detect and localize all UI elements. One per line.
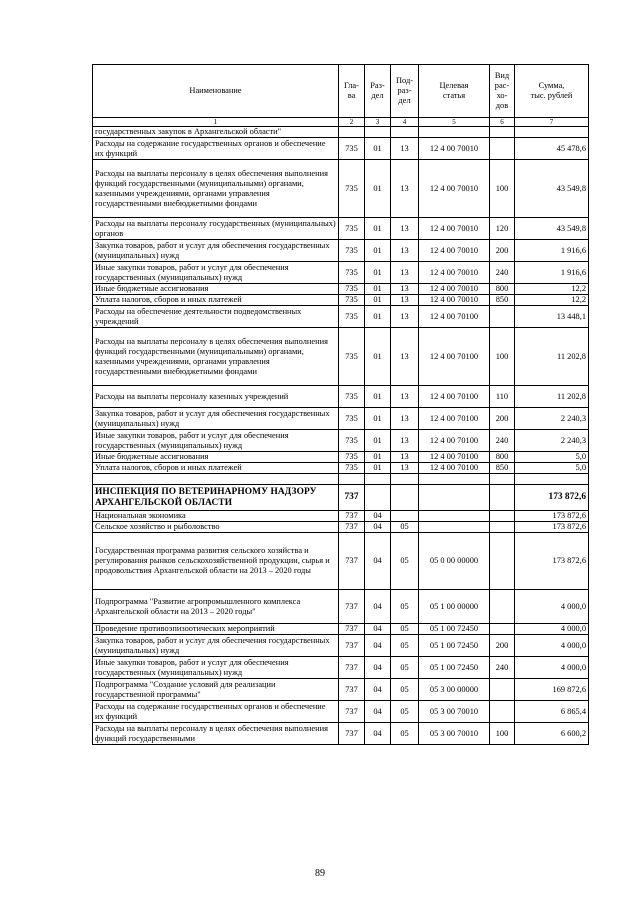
row-glava-cell: 737 bbox=[339, 723, 365, 745]
column-number: 7 bbox=[515, 118, 589, 127]
row-razdel-cell: 01 bbox=[365, 328, 391, 386]
header-vid: Вид рас- хо- дов bbox=[490, 65, 515, 118]
row-vid-cell: 850 bbox=[490, 463, 515, 474]
column-number: 2 bbox=[339, 118, 365, 127]
row-sum-cell: 4 000,0 bbox=[515, 624, 589, 635]
row-name-cell: Государственная программа развития сельского хозяйства и регулирования рынков сельскохозяйственной продукции, сырья и продовольствия Архангельской области на 2013 – 2020 годы bbox=[93, 533, 339, 590]
table-body bbox=[93, 127, 589, 745]
row-razdel-cell: 01 bbox=[365, 240, 391, 262]
row-sum-cell: 5,0 bbox=[515, 463, 589, 474]
row-podrazdel-cell: 05 bbox=[391, 701, 419, 723]
row-name-cell: Уплата налогов, сборов и иных платежей bbox=[93, 295, 339, 306]
row-target-cell: 12 4 00 70010 bbox=[419, 295, 490, 306]
row-vid-cell bbox=[490, 138, 515, 160]
budget-table bbox=[92, 64, 589, 745]
row-vid-cell: 800 bbox=[490, 284, 515, 295]
row-name-cell bbox=[93, 474, 339, 485]
row-glava-cell: 737 bbox=[339, 701, 365, 723]
row-glava-cell: 737 bbox=[339, 511, 365, 522]
row-name-cell: Закупка товаров, работ и услуг для обеспечения государственных (муниципальных) нужд bbox=[93, 635, 339, 657]
row-name-cell: Расходы на содержание государственных органов и обеспечение их функций bbox=[93, 701, 339, 723]
row-target-cell: 05 3 00 00000 bbox=[419, 679, 490, 701]
row-glava-cell: 735 bbox=[339, 408, 365, 430]
header-target: Целевая статья bbox=[419, 65, 490, 118]
row-podrazdel-cell: 13 bbox=[391, 138, 419, 160]
row-vid-cell: 200 bbox=[490, 408, 515, 430]
row-razdel-cell: 04 bbox=[365, 723, 391, 745]
row-name-cell: Уплата налогов, сборов и иных платежей bbox=[93, 463, 339, 474]
row-name-cell: Закупка товаров, работ и услуг для обеспечения государственных (муниципальных) нужд bbox=[93, 408, 339, 430]
row-podrazdel-cell: 13 bbox=[391, 408, 419, 430]
row-target-cell: 12 4 00 70010 bbox=[419, 160, 490, 218]
table-row bbox=[93, 511, 589, 522]
row-glava-cell: 735 bbox=[339, 240, 365, 262]
row-podrazdel-cell: 13 bbox=[391, 262, 419, 284]
row-glava-cell: 735 bbox=[339, 430, 365, 452]
table-row bbox=[93, 590, 589, 624]
row-glava-cell: 735 bbox=[339, 295, 365, 306]
row-glava-cell: 737 bbox=[339, 657, 365, 679]
table-row bbox=[93, 723, 589, 745]
table-row bbox=[93, 386, 589, 408]
row-razdel-cell bbox=[365, 127, 391, 138]
row-sum-cell: 12,2 bbox=[515, 295, 589, 306]
row-vid-cell: 240 bbox=[490, 262, 515, 284]
row-glava-cell: 737 bbox=[339, 590, 365, 624]
row-target-cell: 12 4 00 70100 bbox=[419, 306, 490, 328]
table-row bbox=[93, 218, 589, 240]
table-row bbox=[93, 522, 589, 533]
row-sum-cell: 173 872,6 bbox=[515, 522, 589, 533]
row-sum-cell: 173 872,6 bbox=[515, 485, 589, 511]
row-sum-cell: 2 240,3 bbox=[515, 408, 589, 430]
row-podrazdel-cell bbox=[391, 127, 419, 138]
row-podrazdel-cell: 13 bbox=[391, 328, 419, 386]
row-podrazdel-cell bbox=[391, 511, 419, 522]
row-vid-cell: 200 bbox=[490, 635, 515, 657]
row-sum-cell: 6 600,2 bbox=[515, 723, 589, 745]
row-razdel-cell: 01 bbox=[365, 262, 391, 284]
row-target-cell: 12 4 00 70010 bbox=[419, 138, 490, 160]
row-podrazdel-cell: 13 bbox=[391, 386, 419, 408]
budget-table-page bbox=[92, 64, 588, 745]
row-name-cell: Национальная экономика bbox=[93, 511, 339, 522]
row-vid-cell bbox=[490, 590, 515, 624]
header-glava: Гла- ва bbox=[339, 65, 365, 118]
header-sum: Сумма, тыс. рублей bbox=[515, 65, 589, 118]
row-target-cell bbox=[419, 474, 490, 485]
row-vid-cell bbox=[490, 306, 515, 328]
column-number: 5 bbox=[419, 118, 490, 127]
table-header-row bbox=[93, 65, 589, 118]
table-row bbox=[93, 474, 589, 485]
row-glava-cell: 737 bbox=[339, 533, 365, 590]
row-podrazdel-cell: 13 bbox=[391, 452, 419, 463]
row-glava-cell: 735 bbox=[339, 386, 365, 408]
row-vid-cell bbox=[490, 485, 515, 511]
row-name-cell: Расходы на выплаты персоналу в целях обеспечения выполнения функций государственными bbox=[93, 723, 339, 745]
header-name: Наименование bbox=[93, 65, 339, 118]
row-razdel-cell: 04 bbox=[365, 657, 391, 679]
header-razdel: Раз- дел bbox=[365, 65, 391, 118]
row-podrazdel-cell: 05 bbox=[391, 522, 419, 533]
row-name-cell: Расходы на выплаты персоналу государственных (муниципальных) органов bbox=[93, 218, 339, 240]
row-glava-cell: 735 bbox=[339, 306, 365, 328]
row-glava-cell: 737 bbox=[339, 522, 365, 533]
table-row bbox=[93, 284, 589, 295]
row-target-cell: 12 4 00 70010 bbox=[419, 240, 490, 262]
row-target-cell: 12 4 00 70100 bbox=[419, 452, 490, 463]
table-row bbox=[93, 262, 589, 284]
row-sum-cell: 13 448,1 bbox=[515, 306, 589, 328]
row-vid-cell: 100 bbox=[490, 723, 515, 745]
row-glava-cell: 735 bbox=[339, 463, 365, 474]
row-razdel-cell: 01 bbox=[365, 452, 391, 463]
row-sum-cell: 173 872,6 bbox=[515, 533, 589, 590]
row-target-cell bbox=[419, 127, 490, 138]
row-sum-cell: 4 000,0 bbox=[515, 635, 589, 657]
row-glava-cell: 735 bbox=[339, 262, 365, 284]
row-podrazdel-cell: 13 bbox=[391, 240, 419, 262]
table-row bbox=[93, 452, 589, 463]
row-vid-cell bbox=[490, 474, 515, 485]
row-podrazdel-cell bbox=[391, 485, 419, 511]
row-target-cell: 05 3 00 70010 bbox=[419, 701, 490, 723]
table-row bbox=[93, 635, 589, 657]
row-target-cell: 12 4 00 70100 bbox=[419, 463, 490, 474]
column-number-row bbox=[93, 118, 589, 127]
row-target-cell bbox=[419, 522, 490, 533]
row-target-cell: 05 3 00 70010 bbox=[419, 723, 490, 745]
row-razdel-cell: 04 bbox=[365, 701, 391, 723]
row-target-cell: 12 4 00 70100 bbox=[419, 408, 490, 430]
table-row bbox=[93, 624, 589, 635]
row-razdel-cell: 01 bbox=[365, 160, 391, 218]
row-razdel-cell: 01 bbox=[365, 463, 391, 474]
table-row bbox=[93, 430, 589, 452]
row-glava-cell: 735 bbox=[339, 328, 365, 386]
row-vid-cell bbox=[490, 533, 515, 590]
row-podrazdel-cell: 05 bbox=[391, 624, 419, 635]
row-razdel-cell: 01 bbox=[365, 430, 391, 452]
row-podrazdel-cell: 05 bbox=[391, 657, 419, 679]
row-sum-cell: 6 865,4 bbox=[515, 701, 589, 723]
row-target-cell: 12 4 00 70100 bbox=[419, 328, 490, 386]
row-razdel-cell bbox=[365, 485, 391, 511]
row-razdel-cell: 01 bbox=[365, 408, 391, 430]
row-razdel-cell: 04 bbox=[365, 679, 391, 701]
row-podrazdel-cell: 05 bbox=[391, 679, 419, 701]
row-name-cell: Иные бюджетные ассигнования bbox=[93, 284, 339, 295]
row-vid-cell: 120 bbox=[490, 218, 515, 240]
row-target-cell: 12 4 00 70010 bbox=[419, 284, 490, 295]
row-vid-cell: 240 bbox=[490, 657, 515, 679]
row-name-cell: Иные закупки товаров, работ и услуг для обеспечения государственных (муниципальных) нужд bbox=[93, 657, 339, 679]
row-vid-cell: 110 bbox=[490, 386, 515, 408]
row-razdel-cell: 01 bbox=[365, 306, 391, 328]
row-razdel-cell: 01 bbox=[365, 386, 391, 408]
row-name-cell: Расходы на выплаты персоналу казенных учреждений bbox=[93, 386, 339, 408]
row-name-cell: Иные бюджетные ассигнования bbox=[93, 452, 339, 463]
row-sum-cell: 1 916,6 bbox=[515, 240, 589, 262]
row-podrazdel-cell: 13 bbox=[391, 284, 419, 295]
table-row bbox=[93, 657, 589, 679]
row-podrazdel-cell: 13 bbox=[391, 306, 419, 328]
table-row bbox=[93, 328, 589, 386]
row-sum-cell: 43 549,8 bbox=[515, 218, 589, 240]
table-row bbox=[93, 306, 589, 328]
row-podrazdel-cell: 05 bbox=[391, 590, 419, 624]
table-row bbox=[93, 295, 589, 306]
row-razdel-cell bbox=[365, 474, 391, 485]
row-vid-cell bbox=[490, 624, 515, 635]
row-vid-cell: 200 bbox=[490, 240, 515, 262]
header-podrazdel: Под- раз- дел bbox=[391, 65, 419, 118]
row-sum-cell: 5,0 bbox=[515, 452, 589, 463]
row-razdel-cell: 01 bbox=[365, 284, 391, 295]
row-vid-cell: 800 bbox=[490, 452, 515, 463]
row-glava-cell: 737 bbox=[339, 485, 365, 511]
row-podrazdel-cell: 13 bbox=[391, 218, 419, 240]
row-razdel-cell: 04 bbox=[365, 511, 391, 522]
row-target-cell bbox=[419, 511, 490, 522]
row-vid-cell bbox=[490, 511, 515, 522]
column-number: 6 bbox=[490, 118, 515, 127]
row-sum-cell: 4 000,0 bbox=[515, 657, 589, 679]
table-row bbox=[93, 463, 589, 474]
table-row bbox=[93, 408, 589, 430]
column-number: 1 bbox=[93, 118, 339, 127]
row-target-cell: 12 4 00 70100 bbox=[419, 386, 490, 408]
row-sum-cell bbox=[515, 474, 589, 485]
row-vid-cell: 850 bbox=[490, 295, 515, 306]
row-vid-cell: 100 bbox=[490, 160, 515, 218]
row-name-cell: Подпрограмма "Создание условий для реализации государственной программы" bbox=[93, 679, 339, 701]
row-vid-cell bbox=[490, 679, 515, 701]
row-glava-cell bbox=[339, 474, 365, 485]
row-target-cell: 05 1 00 72450 bbox=[419, 657, 490, 679]
row-podrazdel-cell: 13 bbox=[391, 463, 419, 474]
row-glava-cell: 737 bbox=[339, 635, 365, 657]
row-name-cell: Проведение противоэпизоотических мероприятий bbox=[93, 624, 339, 635]
row-glava-cell: 735 bbox=[339, 284, 365, 295]
row-vid-cell: 100 bbox=[490, 328, 515, 386]
row-podrazdel-cell: 13 bbox=[391, 160, 419, 218]
row-sum-cell: 2 240,3 bbox=[515, 430, 589, 452]
row-name-cell: Расходы на выплаты персоналу в целях обеспечения выполнения функций государственными (муниципальными) органами, казенными учреждениями, органами управления государственными внебюджетными фондами bbox=[93, 328, 339, 386]
column-number: 3 bbox=[365, 118, 391, 127]
table-row bbox=[93, 127, 589, 138]
row-name-cell: Сельское хозяйство и рыболовство bbox=[93, 522, 339, 533]
row-razdel-cell: 01 bbox=[365, 295, 391, 306]
row-glava-cell: 735 bbox=[339, 218, 365, 240]
row-razdel-cell: 01 bbox=[365, 218, 391, 240]
row-name-cell: Подпрограмма "Развитие агропромышленного комплекса Архангельской области на 2013 – 2020 годы" bbox=[93, 590, 339, 624]
row-vid-cell bbox=[490, 127, 515, 138]
row-vid-cell: 240 bbox=[490, 430, 515, 452]
row-sum-cell: 11 202,8 bbox=[515, 386, 589, 408]
row-podrazdel-cell: 05 bbox=[391, 723, 419, 745]
row-razdel-cell: 04 bbox=[365, 624, 391, 635]
row-name-cell: Расходы на содержание государственных органов и обеспечение их функций bbox=[93, 138, 339, 160]
page-number: 89 bbox=[315, 868, 325, 879]
row-target-cell: 12 4 00 70100 bbox=[419, 430, 490, 452]
table-row bbox=[93, 701, 589, 723]
row-glava-cell: 737 bbox=[339, 624, 365, 635]
row-vid-cell bbox=[490, 522, 515, 533]
row-name-cell: Расходы на обеспечение деятельности подведомственных учреждений bbox=[93, 306, 339, 328]
row-razdel-cell: 04 bbox=[365, 533, 391, 590]
row-target-cell: 05 1 00 72450 bbox=[419, 635, 490, 657]
row-sum-cell: 173 872,6 bbox=[515, 511, 589, 522]
row-glava-cell: 735 bbox=[339, 452, 365, 463]
table-row bbox=[93, 679, 589, 701]
row-sum-cell: 4 000,0 bbox=[515, 590, 589, 624]
table-row bbox=[93, 160, 589, 218]
row-name-cell: ИНСПЕКЦИЯ ПО ВЕТЕРИНАРНОМУ НАДЗОРУ АРХАНГЕЛЬСКОЙ ОБЛАСТИ bbox=[93, 485, 339, 511]
row-podrazdel-cell: 05 bbox=[391, 635, 419, 657]
row-target-cell: 05 1 00 00000 bbox=[419, 590, 490, 624]
row-glava-cell: 735 bbox=[339, 160, 365, 218]
row-sum-cell: 1 916,6 bbox=[515, 262, 589, 284]
table-row bbox=[93, 533, 589, 590]
table-row bbox=[93, 240, 589, 262]
row-name-cell: Иные закупки товаров, работ и услуг для обеспечения государственных (муниципальных) нужд bbox=[93, 430, 339, 452]
row-vid-cell bbox=[490, 701, 515, 723]
row-target-cell: 12 4 00 70010 bbox=[419, 262, 490, 284]
table-row bbox=[93, 485, 589, 511]
row-sum-cell: 43 549,8 bbox=[515, 160, 589, 218]
row-razdel-cell: 04 bbox=[365, 635, 391, 657]
row-razdel-cell: 01 bbox=[365, 138, 391, 160]
row-razdel-cell: 04 bbox=[365, 590, 391, 624]
row-target-cell: 05 0 00 00000 bbox=[419, 533, 490, 590]
row-target-cell bbox=[419, 485, 490, 511]
row-glava-cell: 737 bbox=[339, 679, 365, 701]
row-podrazdel-cell: 13 bbox=[391, 430, 419, 452]
row-sum-cell: 169 872,6 bbox=[515, 679, 589, 701]
row-target-cell: 05 1 00 72450 bbox=[419, 624, 490, 635]
row-razdel-cell: 04 bbox=[365, 522, 391, 533]
row-name-cell: Расходы на выплаты персоналу в целях обеспечения выполнения функций государственными (муниципальными) органами, казенными учреждениями, органами управления государственными внебюджетными фондами bbox=[93, 160, 339, 218]
row-podrazdel-cell bbox=[391, 474, 419, 485]
row-glava-cell bbox=[339, 127, 365, 138]
row-sum-cell: 12,2 bbox=[515, 284, 589, 295]
row-name-cell: государственных закупок в Архангельской области" bbox=[93, 127, 339, 138]
row-podrazdel-cell: 05 bbox=[391, 533, 419, 590]
table-row bbox=[93, 138, 589, 160]
column-number: 4 bbox=[391, 118, 419, 127]
row-sum-cell bbox=[515, 127, 589, 138]
row-podrazdel-cell: 13 bbox=[391, 295, 419, 306]
row-sum-cell: 11 202,8 bbox=[515, 328, 589, 386]
row-name-cell: Закупка товаров, работ и услуг для обеспечения государственных (муниципальных) нужд bbox=[93, 240, 339, 262]
row-sum-cell: 45 478,6 bbox=[515, 138, 589, 160]
row-target-cell: 12 4 00 70010 bbox=[419, 218, 490, 240]
row-glava-cell: 735 bbox=[339, 138, 365, 160]
row-name-cell: Иные закупки товаров, работ и услуг для обеспечения государственных (муниципальных) нужд bbox=[93, 262, 339, 284]
